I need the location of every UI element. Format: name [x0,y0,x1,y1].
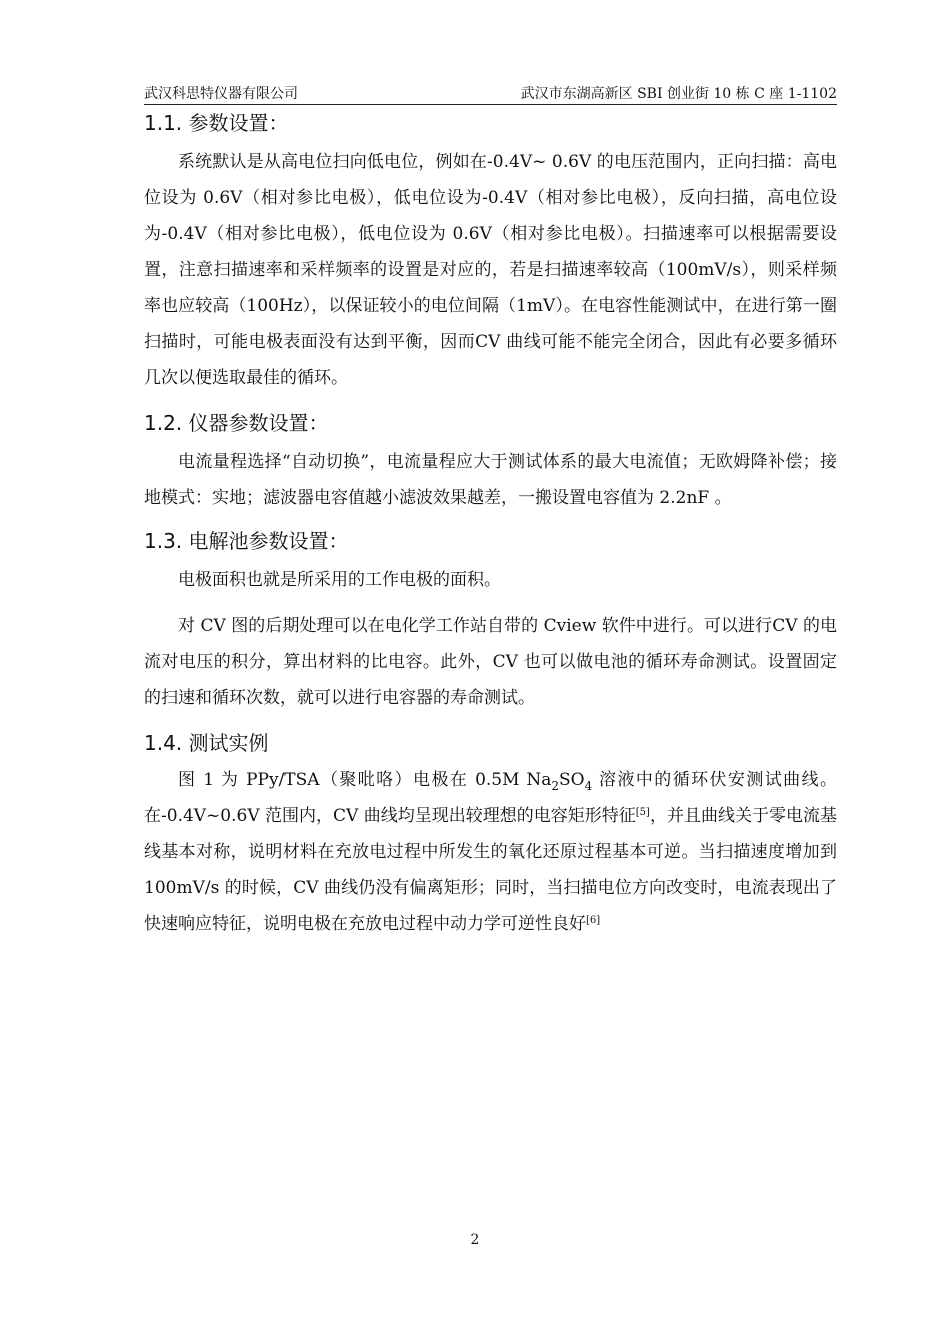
paragraph-cv-processing: 对 CV 图的后期处理可以在电化学工作站自带的 Cview 软件中进行。可以进行CV 的电流对电压的积分，算出材料的比电容。此外，CV 也可以做电池的循环寿命测试。设置固定的扫速和循环次数，就可以进行电容器的寿命测试。 [144,616,837,708]
section-heading-1-1: 1.1. 参数设置： [144,111,289,135]
page-number: 2 [470,1232,480,1248]
header-address: 武汉市东湖高新区 SBI 创业街 10 栋 C 座 1-1102 [520,86,837,102]
page-header [144,84,837,105]
text-segment: SO [559,770,585,790]
section-heading-1-3: 1.3. 电解池参数设置： [144,529,349,553]
text-segment: ，并且曲线关于零电流基线基本对称，说明材料在充放电过程中所发生的氧化还原过程基本可逆。当扫描速度增加到 100mV/s 的时候，CV 曲线仍没有偏离矩形；同时，当扫描电位方向改变时，电流表现出了快速响应特征，说明电极在充放电过程中动力学可逆性良好 [144,806,837,934]
paragraph-instrument-settings: 电流量程选择“自动切换”，电流量程应大于测试体系的最大电流值；无欧姆降补偿；接地模式：实地；滤波器电容值越小滤波效果越差，一搬设置电容值为 2.2nF 。 [144,452,837,508]
paragraph-test-example [144,762,837,942]
text-segment: 图 1 为 PPy/TSA（聚吡咯）电极在 0.5M Na [178,770,552,790]
text-segment: 溶液中的循环伏安测试曲线。在-0.4V~0.6V 范围内，CV 曲线均呈现出较理想的电容矩形特征 [144,770,837,826]
document-body [144,108,837,942]
section-heading-1-4: 1.4. 测试实例 [144,731,269,755]
citation-ref: [5] [635,807,650,818]
paragraph-parameter-settings: 系统默认是从高电位扫向低电位，例如在-0.4V~ 0.6V 的电压范围内，正向扫描：高电位设为 0.6V（相对参比电极），低电位设为-0.4V（相对参比电极），反向扫描，高电位设为-0.4V（相对参比电极），低电位设为 0.6V（相对参比电极）。扫描速率可以根据需要设置，注意扫描速率和采样频率的设置是对应的，若是扫描速率较高（100mV/s），则采样频率也应较高（100Hz），以保证较小的电位间隔（1mV）。在电容性能测试中，在进行第一圈扫描时，可能电极表面没有达到平衡，因而CV 曲线可能不能完全闭合，因此有必要多循环几次以便选取最佳的循环。 [144,152,837,388]
section-heading-1-2: 1.2. 仪器参数设置： [144,411,329,435]
paragraph-electrode-area: 电极面积也就是所采用的工作电极的面积。 [178,570,501,590]
subscript: 4 [584,779,593,793]
subscript: 2 [551,779,559,793]
citation-ref: [6] [586,915,601,926]
header-company: 武汉科思特仪器有限公司 [144,86,298,102]
